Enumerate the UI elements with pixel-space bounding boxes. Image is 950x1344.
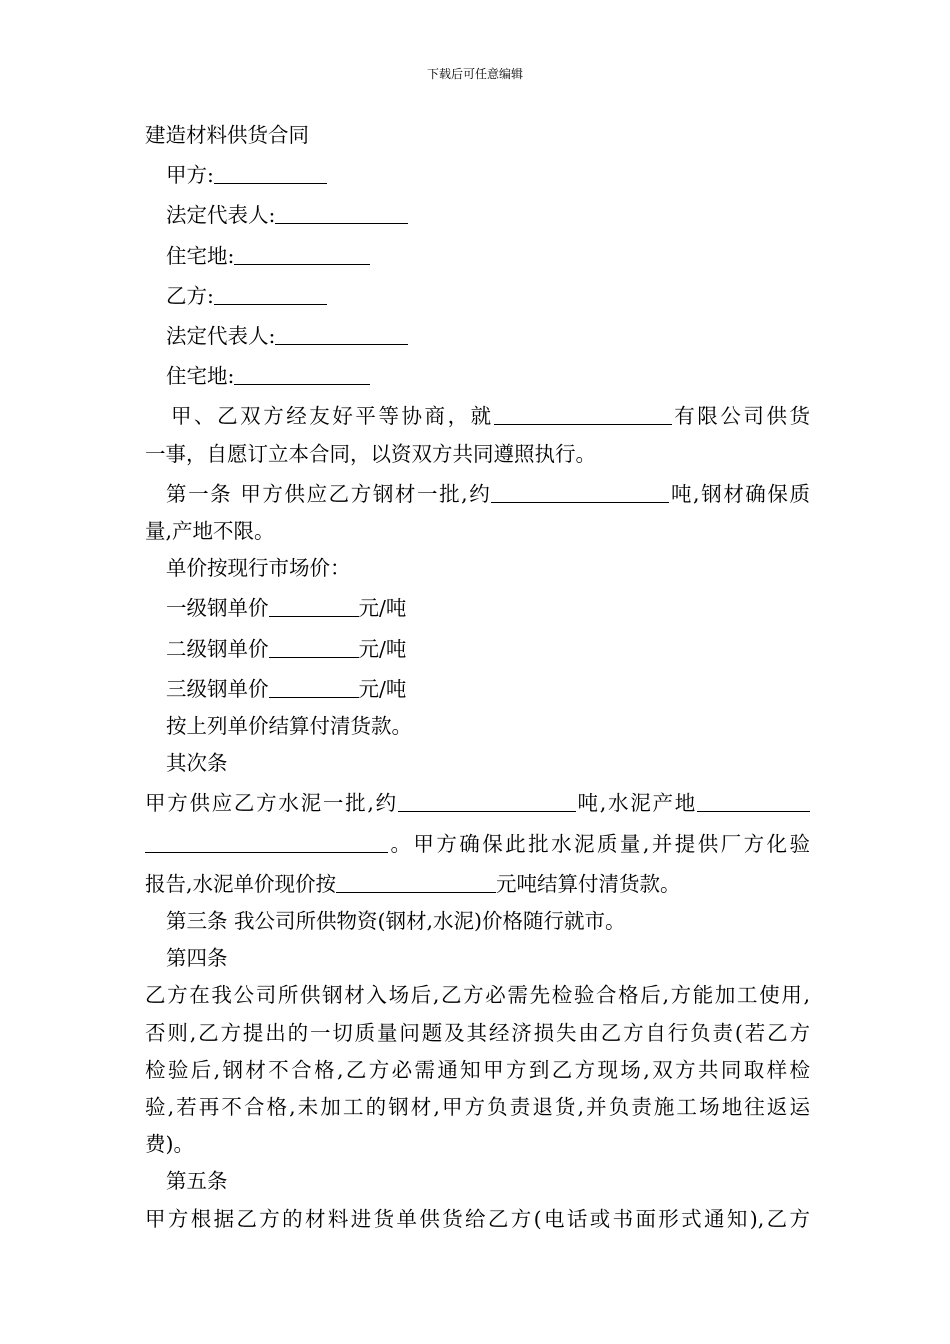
preamble-text-after: 有限公司供货 bbox=[671, 404, 811, 429]
article-2-heading: 其次条 bbox=[166, 751, 228, 776]
party-b-rep-label: 法定代表人: bbox=[166, 324, 276, 349]
steel-price-label: 二级钢单价 bbox=[166, 636, 269, 661]
article-4-line: 否则,乙方提出的一切质量问题及其经济损失由乙方自行负责(若乙方 bbox=[145, 1020, 810, 1045]
settle-note: 按上列单价结算付清货款。 bbox=[166, 714, 412, 739]
header-note: 下载后可任意编辑 bbox=[426, 67, 523, 81]
article-2-text-line2: 。甲方确保此批水泥质量,并提供厂方化验 bbox=[388, 831, 810, 856]
article-1-text-after: 吨,钢材确保质 bbox=[669, 481, 810, 506]
steel-tons-blank bbox=[491, 475, 669, 503]
article-4-line: 验,若再不合格,未加工的钢材,甲方负责退货,并负责施工场地往返运 bbox=[145, 1095, 810, 1120]
article-2-text-mid: 吨,水泥产地 bbox=[575, 791, 697, 816]
unit-price-heading: 单价按现行市场价： bbox=[166, 556, 351, 581]
article-2-line-2 bbox=[145, 823, 810, 863]
party-b-addr-blank bbox=[234, 357, 370, 385]
document-title: 建造材料供货合同 bbox=[145, 123, 309, 147]
article-1-line-1 bbox=[145, 473, 810, 513]
steel-price-grade-2 bbox=[145, 628, 810, 668]
article-4-line: 乙方在我公司所供钢材入场后,乙方必需先检验合格后,方能加工使用, bbox=[145, 983, 810, 1008]
preamble-line-1 bbox=[145, 395, 810, 435]
party-b-label: 乙方: bbox=[166, 283, 214, 308]
party-a-rep-line bbox=[145, 194, 810, 234]
steel-price-grade-1 bbox=[145, 587, 810, 627]
cement-tons-blank bbox=[398, 784, 576, 812]
article-2-line-1 bbox=[145, 782, 810, 822]
party-a-label: 甲方: bbox=[166, 163, 214, 188]
article-5-heading: 第五条 bbox=[166, 1169, 228, 1194]
article-4-line: 费)。 bbox=[145, 1132, 194, 1157]
party-a-addr-label: 住宅地: bbox=[166, 243, 235, 268]
preamble-line-2: 一事，自愿订立本合同，以资双方共同遵照执行。 bbox=[145, 441, 596, 466]
article-2-text-line3: 报告,水泥单价现价按 bbox=[145, 871, 337, 896]
steel-price-blank bbox=[269, 630, 359, 658]
article-3: 第三条 我公司所供物资(钢材,水泥)价格随行就市。 bbox=[166, 909, 626, 934]
preamble-text: 甲、乙双方经友好平等协商，就 bbox=[171, 404, 494, 429]
steel-price-unit: 元/吨 bbox=[358, 676, 407, 701]
article-5-line: 甲方根据乙方的材料进货单供货给乙方(电话或书面形式通知),乙方 bbox=[145, 1206, 810, 1231]
steel-price-unit: 元/吨 bbox=[358, 596, 407, 621]
article-2-text: 甲方供应乙方水泥一批,约 bbox=[145, 791, 398, 816]
cement-origin-blank bbox=[697, 784, 810, 812]
party-a-addr-blank bbox=[234, 237, 370, 265]
party-b-rep-line bbox=[145, 315, 810, 355]
party-b-rep-blank bbox=[275, 317, 408, 345]
party-a-addr-line bbox=[145, 235, 810, 275]
steel-price-blank bbox=[269, 589, 359, 617]
party-a-rep-blank bbox=[275, 196, 408, 224]
cement-origin-blank-cont bbox=[145, 825, 388, 853]
article-2-text-line3-after: 元吨结算付清货款。 bbox=[496, 871, 681, 896]
party-a-line bbox=[145, 154, 810, 194]
article-4-line: 检验后,钢材不合格,乙方必需通知甲方到乙方现场,双方共同取样检 bbox=[145, 1057, 810, 1082]
party-b-addr-line bbox=[145, 355, 810, 395]
steel-price-label: 一级钢单价 bbox=[166, 596, 269, 621]
party-b-addr-label: 住宅地: bbox=[166, 364, 235, 389]
party-a-rep-label: 法定代表人: bbox=[166, 203, 276, 228]
party-b-blank bbox=[214, 277, 327, 305]
steel-price-unit: 元/吨 bbox=[358, 636, 407, 661]
article-2-line-3 bbox=[145, 863, 810, 903]
contract-document bbox=[145, 117, 810, 1238]
article-4-heading: 第四条 bbox=[166, 946, 228, 971]
article-1-line-2: 量,产地不限。 bbox=[145, 519, 275, 544]
party-a-blank bbox=[214, 156, 327, 184]
steel-price-grade-3 bbox=[145, 668, 810, 708]
party-b-line bbox=[145, 275, 810, 315]
cement-price-blank bbox=[336, 865, 496, 893]
company-name-blank bbox=[494, 397, 672, 425]
article-1-text: 第一条 甲方供应乙方钢材一批,约 bbox=[166, 481, 492, 506]
steel-price-label: 三级钢单价 bbox=[166, 676, 269, 701]
steel-price-blank bbox=[269, 670, 359, 698]
